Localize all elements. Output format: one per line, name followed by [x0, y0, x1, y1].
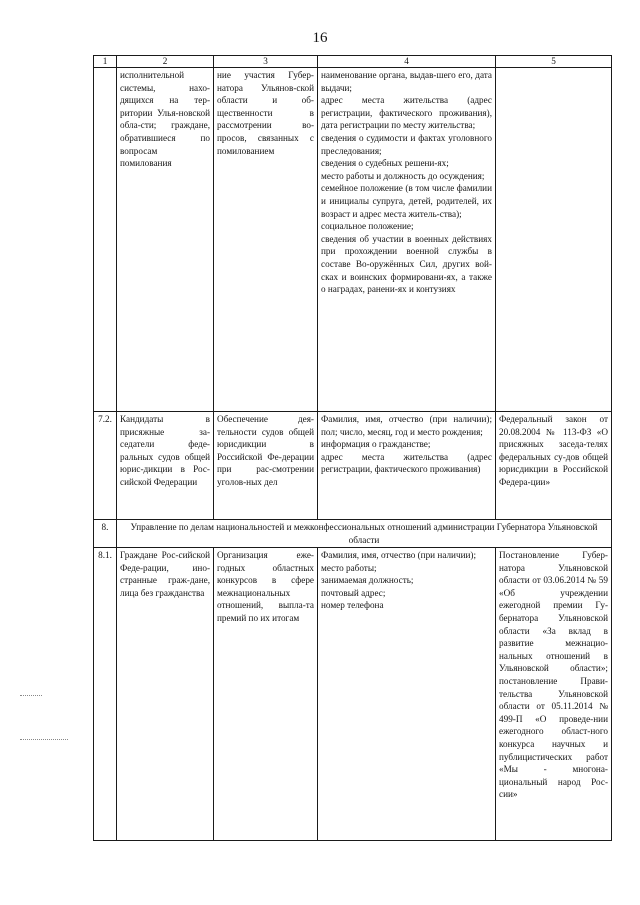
header-col-3: 3 [214, 56, 318, 68]
scan-mark [20, 695, 42, 696]
legal-basis-cell [496, 68, 612, 412]
data-item: семейное положение (в том числе фамилии и инициалы супруга, детей, родителей, их возраст и адрес места житель-ства); [321, 183, 492, 219]
purpose-cell: ние участия Губер-натора Ульянов-ской области и об-щественности в рассмотрении во-просов, связанных с помилованием [214, 68, 318, 412]
data-item: почтовый адрес; [321, 587, 386, 598]
data-item: социальное положение; [321, 221, 414, 232]
table-row [94, 412, 612, 520]
data-item: сведения о судимости и фактах уголовного преследования; [321, 132, 492, 156]
page-number: 16 [312, 30, 328, 46]
section-number: 8. [94, 520, 117, 548]
personal-data-cell [318, 548, 496, 841]
table-row [94, 548, 612, 841]
legal-basis-cell: Постановление Губер-натора Ульяновской области от 03.06.2014 № 59 «Об учреждении ежегодной премии Гу-бернатора Ульяновской области «За вклад в развитие межнацио-нальных отношений в Ульяновской области»; постановление Прави-тельства Ульяновской области от 05.11.2014 № 499-П «О проведе-нии ежегодного област-ного конкурса научных и публицистических работ «Мы - многона-циональный народ Рос-сии» [496, 548, 612, 841]
row-number [94, 68, 117, 412]
data-item: сведения о судебных решени-ях; [321, 158, 449, 169]
row-number: 7.2. [94, 412, 117, 520]
purpose-cell: Обеспечение дея-тельности судов общей юрисдикции в Российской Фе-дерации при рас-смотрении уголов-ных дел [214, 412, 318, 520]
data-item: место работы; [321, 562, 377, 573]
data-item: Фамилия, имя, отчество (при наличии); [321, 550, 477, 560]
data-item: сведения об участии в военных действиях при прохождении военной службы в составе Во-оружённых Сил, других вой-сках и воинских формировани-ях, а также о наградах, ранени-ях и контузиях [321, 233, 492, 295]
data-item: Фамилия, имя, отчество (при наличии); пол; число, месяц, год и место рождения; [321, 414, 492, 437]
personal-data-cell [318, 412, 496, 520]
subject-category-cell: Кандидаты в присяжные за-седатели феде-ральных судов общей юрис-дикции в Рос-сийской Федерации [117, 412, 214, 520]
table-row [94, 68, 612, 412]
section-row [94, 520, 612, 548]
data-item: место работы и должность до осуждения; [321, 170, 485, 181]
legal-basis-cell: Федеральный закон от 20.08.2004 № 113-ФЗ «О присяжных заседа-телях федеральных су-дов общей юрисдикции в Российской Федера-ции» [496, 412, 612, 520]
data-item: номер телефона [321, 600, 384, 611]
header-col-5: 5 [496, 56, 612, 68]
scan-mark [20, 739, 68, 740]
table-header-row [94, 56, 612, 68]
header-col-1: 1 [94, 56, 117, 68]
data-item: занимаемая должность; [321, 575, 414, 586]
data-item: адрес места жительства (адрес регистрации, фактического проживания), дата регистрации по месту жительства; [321, 95, 492, 131]
data-item: адрес места жительства (адрес регистрации, фактического проживания) [321, 451, 492, 475]
row-number: 8.1. [94, 548, 117, 841]
data-item: информация о гражданстве; [321, 439, 431, 450]
subject-category-cell: Граждане Рос-сийской Феде-рации, ино-странные граж-дане, лица без гражданства [117, 548, 214, 841]
section-title: Управление по делам национальностей и межконфессиональных отношений администрации Губернатора Ульяновской области [117, 520, 612, 548]
data-item: наименование органа, выдав-шего его, дата выдачи; [321, 70, 492, 93]
subject-category-cell: исполнительной системы, нахо-дящихся на тер-ритории Улья-новской обла-сти; граждане, обратившиеся по вопросам помилования [117, 68, 214, 412]
header-col-4: 4 [318, 56, 496, 68]
data-processing-table [93, 55, 612, 841]
header-col-2: 2 [117, 56, 214, 68]
personal-data-cell [318, 68, 496, 412]
purpose-cell: Организация еже-годных областных конкурсов в сфере межнациональных отношений, выпла-та премий по их итогам [214, 548, 318, 841]
